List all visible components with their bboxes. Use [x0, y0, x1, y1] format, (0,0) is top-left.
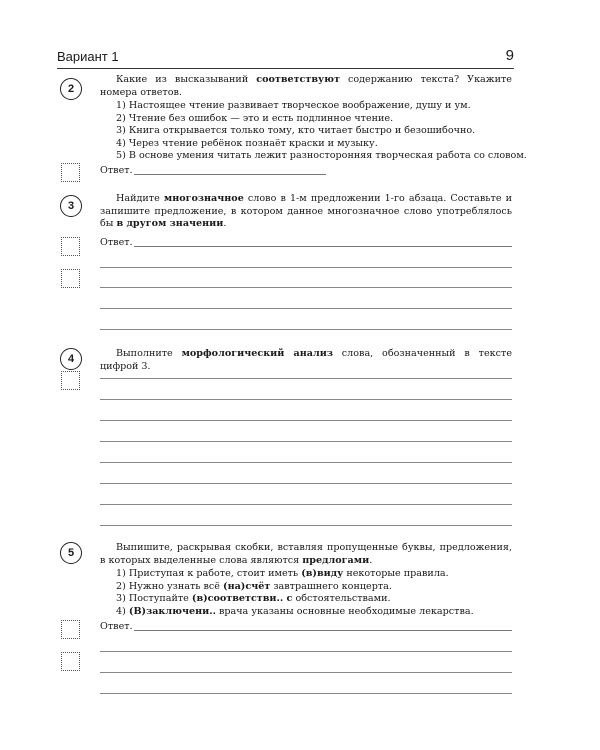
writing-line[interactable]	[100, 287, 512, 288]
score-box	[61, 652, 80, 671]
answer-line[interactable]	[134, 630, 512, 631]
answer-label: Ответ.	[100, 165, 133, 176]
answer-field[interactable]	[100, 619, 512, 633]
answer-line[interactable]	[134, 246, 512, 247]
task-question: Найдите многозначное слово в 1-м предложении 1-го абзаца. Составьте и запишите предложение, в котором данное многозначное слово употреблялось бы в другом значении.	[100, 193, 512, 230]
writing-line[interactable]	[100, 267, 512, 268]
writing-line[interactable]	[100, 693, 512, 694]
writing-line[interactable]	[100, 483, 512, 484]
task-number-badge: 3	[60, 195, 82, 217]
option-item: 5) В основе умения читать лежит разносторонняя творческая работа со словом.	[116, 150, 527, 162]
task-number-badge: 2	[60, 78, 82, 100]
writing-line[interactable]	[100, 672, 512, 673]
score-box	[61, 269, 80, 288]
option-item: 2) Нужно узнать всё (на)счёт завтрашнего концерта.	[116, 580, 392, 592]
option-item: 3) Книга открывается только тому, кто читает быстро и безошибочно.	[116, 125, 476, 137]
option-item: 2) Чтение без ошибок — это и есть подлинное чтение.	[116, 112, 394, 124]
page-header	[57, 47, 514, 67]
answer-options	[116, 100, 527, 163]
writing-line[interactable]	[100, 441, 512, 442]
answer-label: Ответ.	[100, 621, 133, 632]
writing-line[interactable]	[100, 420, 512, 421]
option-item: 4) (В)заключени.. врача указаны основные необходимые лекарства.	[116, 605, 474, 617]
option-item: 1) Приступая к работе, стоит иметь (в)виду некоторые правила.	[116, 568, 449, 579]
writing-line[interactable]	[100, 651, 512, 652]
writing-line[interactable]	[100, 308, 512, 309]
option-item: 3) Поступайте (в)соответстви.. с обстоятельствами.	[116, 593, 391, 605]
writing-line[interactable]	[100, 399, 512, 400]
task-question: Выпишите, раскрывая скобки, вставляя пропущенные буквы, предложения, в которых выделенные слова являются предлогами.	[100, 542, 512, 566]
writing-line[interactable]	[100, 378, 512, 379]
variant-label: Вариант 1	[57, 49, 119, 64]
score-box	[61, 237, 80, 256]
writing-line[interactable]	[100, 329, 512, 330]
task-question: Какие из высказываний соответствуют содержанию текста? Укажите номера ответов.	[100, 74, 512, 98]
answer-field[interactable]	[100, 235, 512, 249]
answer-line[interactable]	[134, 174, 326, 175]
option-item: 1) Настоящее чтение развивает творческое воображение, душу и ум.	[116, 100, 471, 111]
task-number-badge: 4	[60, 348, 82, 370]
option-item: 4) Через чтение ребёнок познаёт краски и музыку.	[116, 137, 378, 149]
score-box	[61, 620, 80, 639]
writing-line[interactable]	[100, 525, 512, 526]
answer-options	[116, 568, 512, 618]
page-number: 9	[505, 47, 514, 64]
task-question: Выполните морфологический анализ слова, обозначенный в тексте цифрой 3.	[100, 348, 512, 372]
answer-label: Ответ.	[100, 237, 133, 248]
writing-line[interactable]	[100, 504, 512, 505]
task-number-badge: 5	[60, 542, 82, 564]
score-box	[61, 163, 80, 182]
score-box	[61, 371, 80, 390]
writing-line[interactable]	[100, 462, 512, 463]
header-rule	[57, 68, 514, 69]
answer-field[interactable]	[100, 163, 512, 177]
